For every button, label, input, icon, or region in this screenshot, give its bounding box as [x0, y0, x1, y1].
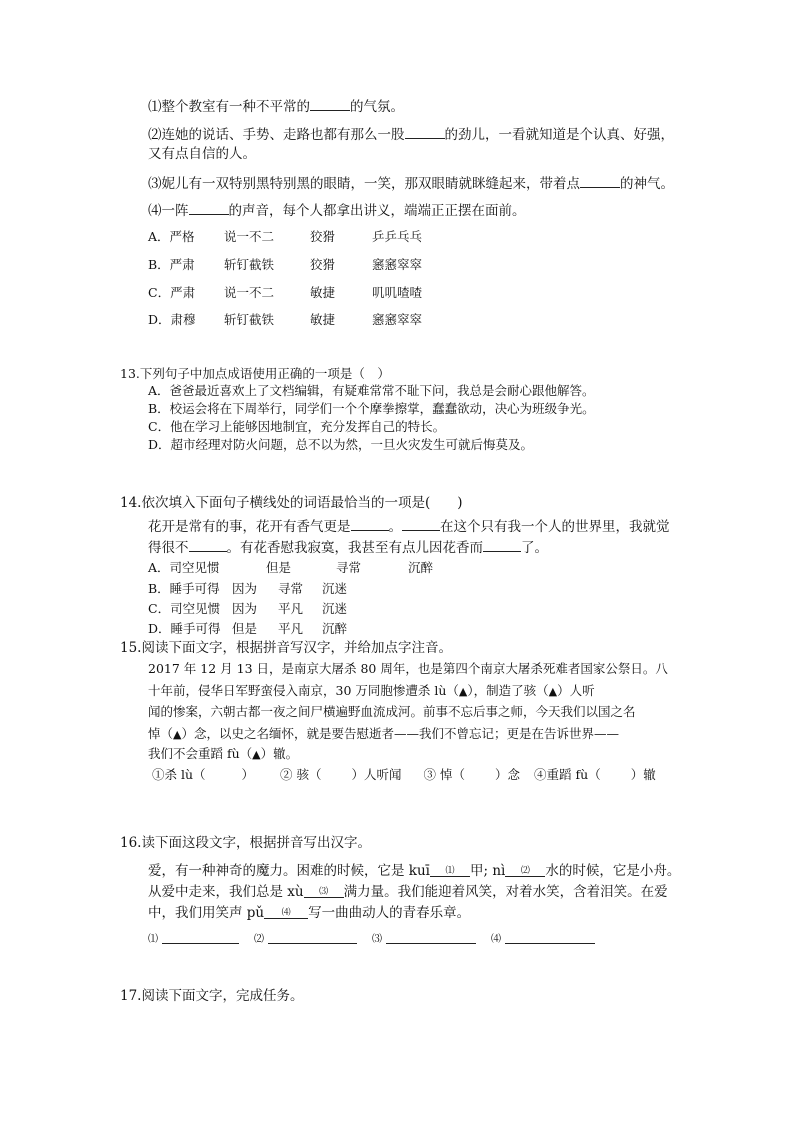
q16-stem: 16.读下面这段文字，根据拼音写出汉字。	[120, 835, 371, 851]
q16-passage-line-1: 爱，有一种神奇的魔力。困难的时候，它是 kuī ⑴ 甲; nì ⑵ 水的时候，它是小舟。	[148, 863, 681, 879]
answer-blank[interactable]	[351, 516, 389, 531]
q12-sentence-4: ⑷一阵 的声音，每个人都拿出讲义，端端正正摆在面前。	[148, 200, 526, 220]
q16-answer-line-4[interactable]	[505, 943, 595, 944]
q17-stem: 17.阅读下面文字，完成任务。	[120, 988, 304, 1004]
q16-answer-line-2[interactable]	[268, 943, 357, 944]
answer-blank[interactable]: ⑵	[505, 862, 545, 877]
q15-passage-line-5: 我们不会重蹈 fù（▲）辙。	[148, 746, 299, 761]
q16-answer-line-3[interactable]	[386, 943, 476, 944]
q13-option-a[interactable]: A．爸爸最近喜欢上了文档编辑，有疑难常常不耻下问，我总是会耐心跟他解答。	[148, 383, 595, 398]
q15-answer-row: ①杀 lù（ ） ② 骇（ ）人听闻 ③ 悼（ ）念 ④重蹈 fù（ ）辙	[152, 767, 656, 782]
q12-sentence-2: ⑵连她的说话、手势、走路也都有那么一股 的劲儿，一看就知道是个认真、好强，	[148, 124, 674, 144]
q12-sentence-1: ⑴整个教室有一种不平常的 的气氛。	[148, 96, 404, 116]
q16-answer-label-3: ⑶	[372, 934, 382, 945]
q14-stem: 14.依次填入下面句子横线处的词语最恰当的一项是( )	[120, 495, 463, 511]
answer-blank[interactable]	[310, 96, 350, 111]
answer-blank[interactable]	[189, 537, 227, 552]
q14-option-d[interactable]: D．睡手可得 但是 平凡 沉醉	[148, 621, 348, 636]
q12-option-c[interactable]: C．严肃 说一不二 敏捷 叽叽喳喳	[148, 285, 423, 300]
q15-passage-line-1: 2017 年 12 月 13 日，是南京大屠杀 80 周年，也是第四个南京大屠杀死难者国家公祭日。八	[148, 661, 668, 676]
answer-blank[interactable]	[189, 200, 229, 215]
q15-passage-line-3: 闻的惨案，六朝古都一夜之间尸横遍野血流成河。前事不忘后事之师，今天我们以国之名	[148, 704, 636, 719]
q12-option-a[interactable]: A．严格 说一不二 狡猾 乒乒乓乓	[148, 229, 423, 244]
q16-passage-line-3: 中，我们用笑声 pǔ ⑷ 写一曲曲动人的青春乐章。	[148, 905, 471, 921]
q15-passage-line-4: 悼（▲）念，以史之名缅怀，就是要告慰逝者——我们不曾忘记；更是在告诉世界——	[148, 726, 619, 741]
answer-blank[interactable]	[402, 516, 440, 531]
q13-stem: 13.下列句子中加点成语使用正确的一项是（ ）	[120, 366, 390, 381]
q14-option-b[interactable]: B．睡手可得 因为 寻常 沉迷	[148, 581, 348, 596]
q12-option-d[interactable]: D．肃穆 斩钉截铁 敏捷 窸窸窣窣	[148, 312, 423, 327]
triangle-marker-icon: ▲	[548, 685, 558, 698]
q15-stem: 15.阅读下面文字，根据拼音写汉字，并给加点字注音。	[120, 640, 452, 656]
q12-option-b[interactable]: B．严肃 斩钉截铁 狡猾 窸窸窣窣	[148, 257, 423, 272]
triangle-marker-icon: ▲	[173, 728, 182, 741]
q12-sentence-3: ⑶妮儿有一双特别黑特别黑的眼睛，一笑，那双眼睛就眯缝起来，带着点 的神气。	[148, 173, 674, 193]
answer-blank[interactable]	[483, 537, 521, 552]
answer-blank[interactable]: ⑴	[430, 862, 470, 877]
answer-blank[interactable]: ⑶	[304, 883, 344, 898]
q13-option-b[interactable]: B．校运会将在下周举行，同学们一个个摩拳擦掌，蠢蠢欲动，决心为班级争光。	[148, 401, 595, 416]
q16-passage-line-2: 从爱中走来，我们总是 xù ⑶ 满力量。我们能迎着风笑，对着水笑，含着泪笑。在爱	[148, 884, 668, 900]
q12-sentence-2-cont: 又有点自信的人。	[148, 146, 256, 162]
q16-answer-label-1: ⑴	[148, 934, 158, 945]
answer-blank[interactable]: ⑷	[264, 904, 308, 919]
answer-blank[interactable]	[405, 124, 445, 139]
q14-option-a[interactable]: A．司空见惯 但是 寻常 沉醉	[148, 560, 434, 575]
answer-blank[interactable]	[580, 173, 620, 188]
q16-answer-line-1[interactable]	[162, 943, 239, 944]
triangle-marker-icon: ▲	[252, 748, 261, 761]
q16-answer-label-4: ⑷	[491, 934, 501, 945]
q13-option-c[interactable]: C．他在学习上能够因地制宜，充分发挥自己的特长。	[148, 419, 446, 434]
q14-option-c[interactable]: C．司空见惯 因为 平凡 沉迷	[148, 601, 348, 616]
triangle-marker-icon: ▲	[458, 685, 468, 698]
q16-answer-label-2: ⑵	[254, 934, 264, 945]
q14-passage-line-1: 花开是常有的事，花开有香气更是 。 在这个只有我一个人的世界里，我就觉	[148, 516, 670, 536]
q14-passage-line-2: 得很不 。有花香慰我寂寞，我甚至有点儿因花香而 了。	[148, 537, 548, 557]
q13-option-d[interactable]: D．超市经理对防火问题，总不以为然，一旦火灾发生可就后悔莫及。	[148, 437, 534, 452]
q15-passage-line-2: 十年前，侵华日军野蛮侵入南京，30 万同胞惨遭杀 lù（▲），制造了骇（▲）人听	[148, 683, 595, 698]
